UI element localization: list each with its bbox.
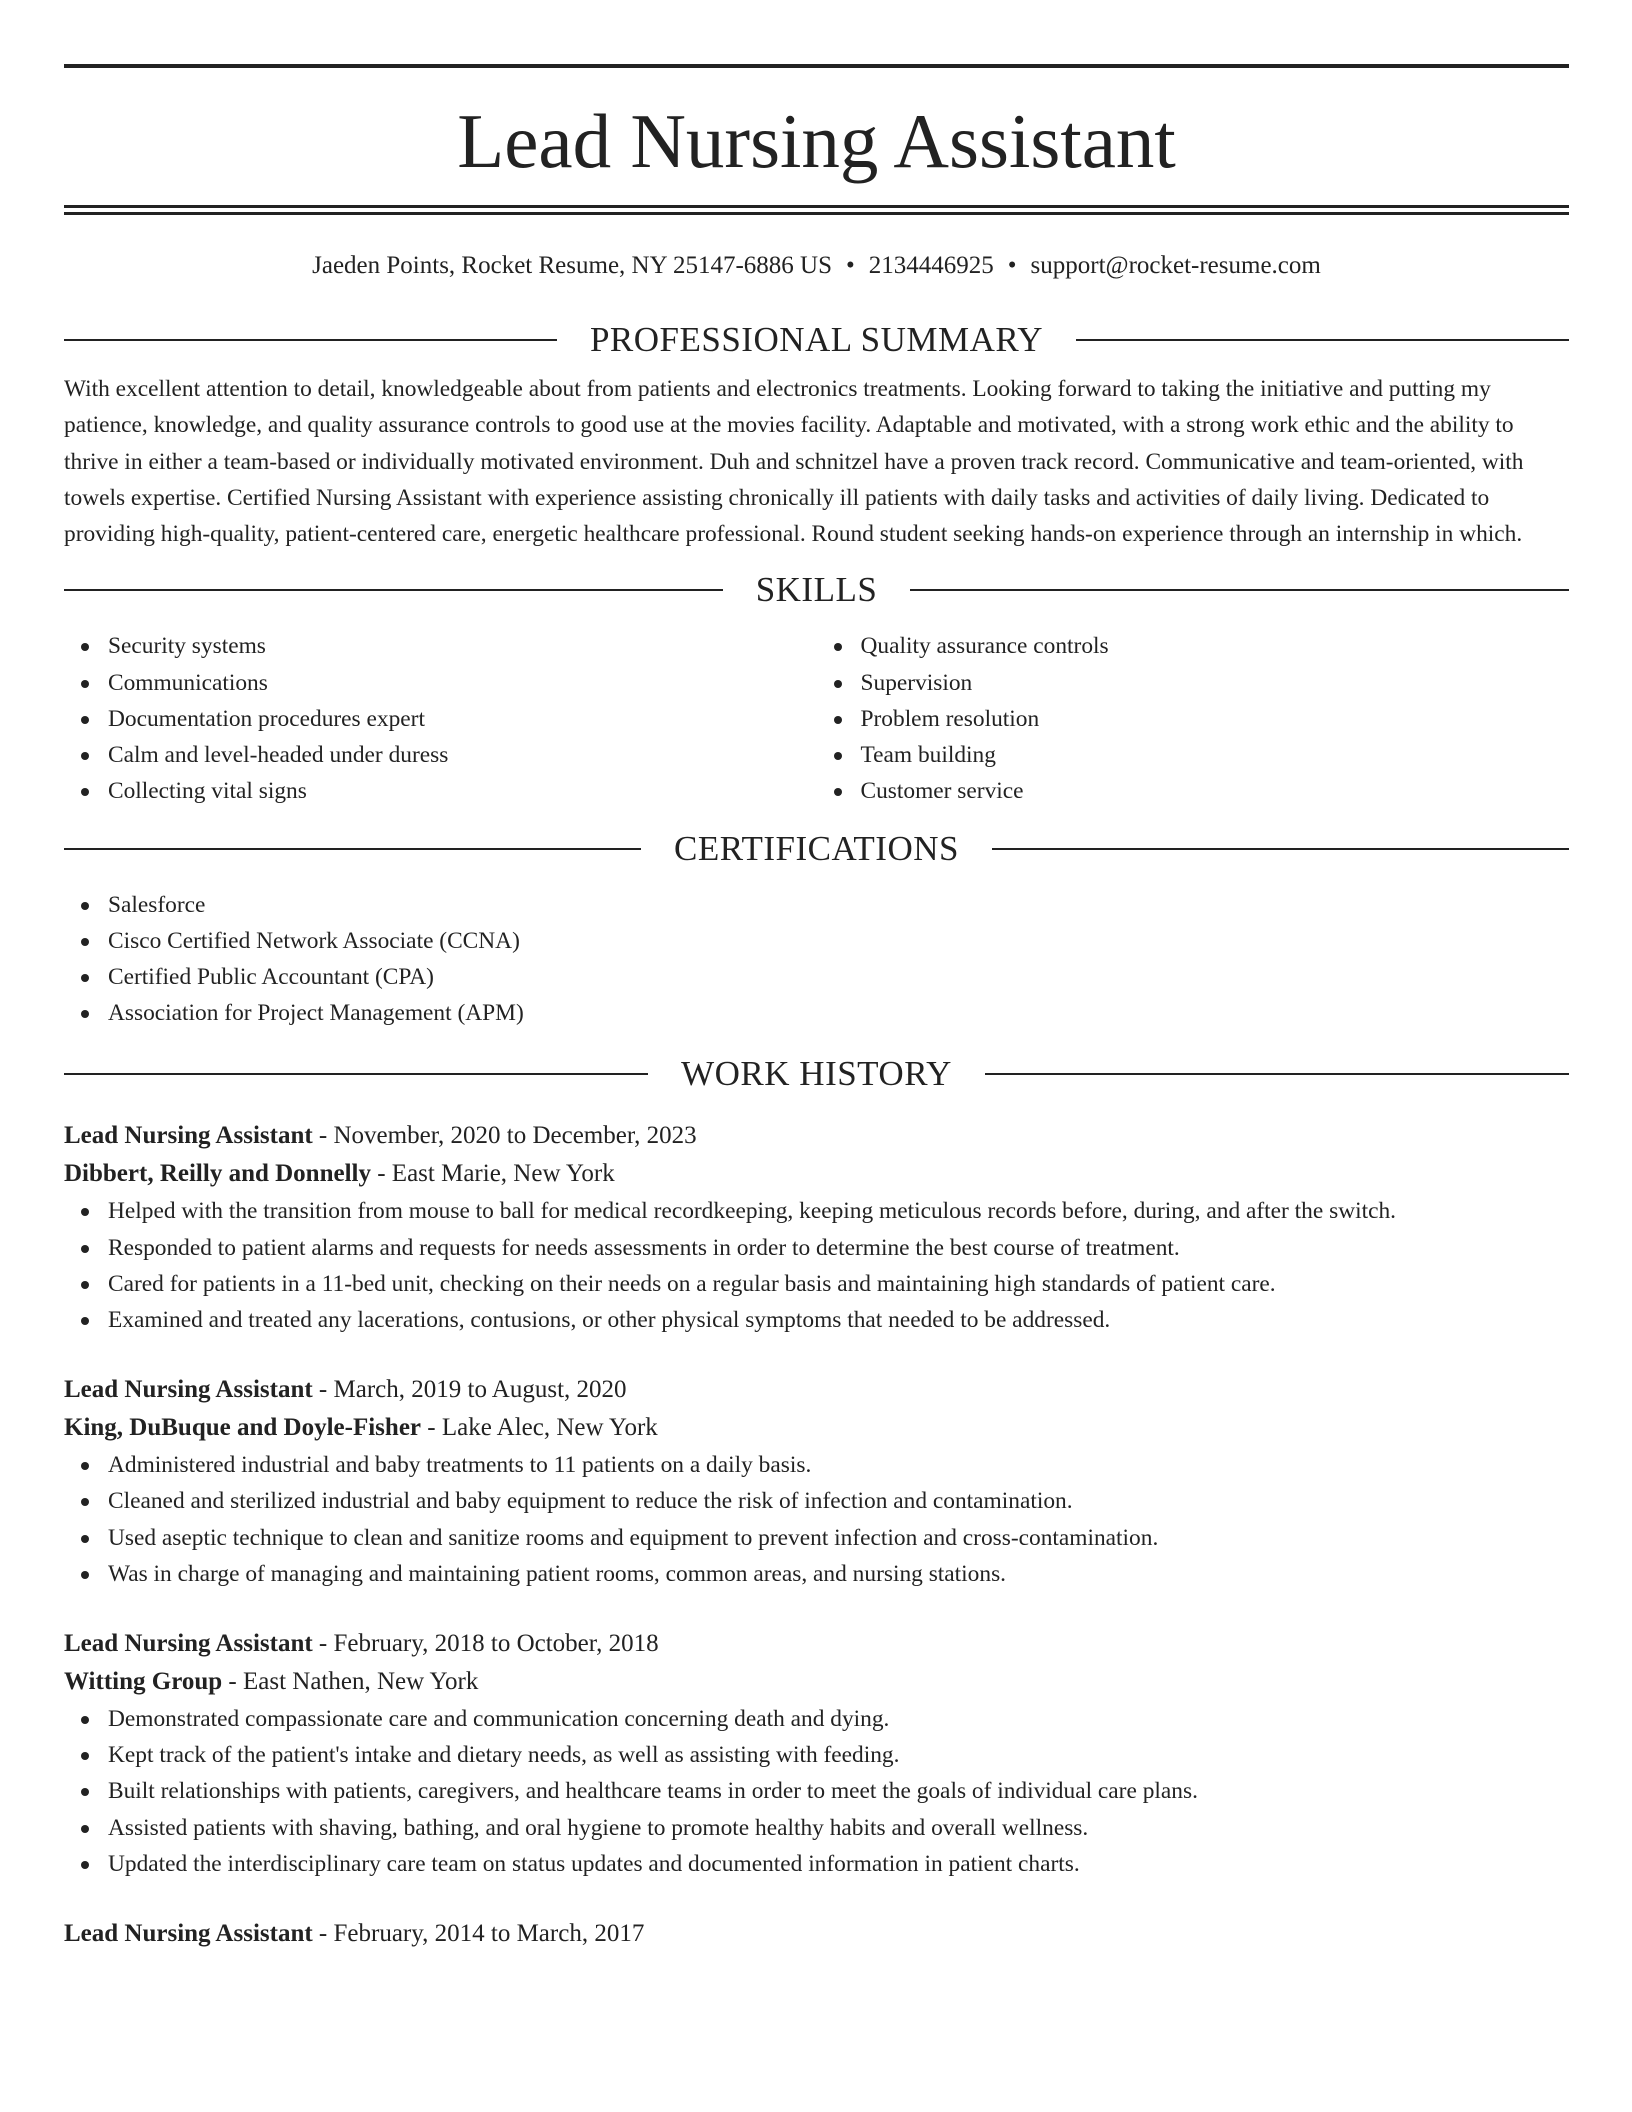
section-header-skills [64, 570, 1569, 610]
job-title-line [64, 1625, 1569, 1663]
certifications-list [64, 887, 1569, 1032]
job-location: - Lake Alec, New York [421, 1414, 658, 1442]
job-company: King, DuBuque and Doyle-Fisher [64, 1414, 422, 1442]
work-history-list [64, 1117, 1569, 1953]
job-duty-item: Helped with the transition from mouse to ball for medical recordkeeping, keeping meticulous records before, during, and after the switch. [64, 1193, 1569, 1229]
job-role: Lead Nursing Assistant [64, 1122, 313, 1150]
section-header-work-history [64, 1054, 1569, 1094]
section-rule [64, 589, 723, 591]
job-duty-item: Examined and treated any lacerations, contusions, or other physical symptoms that needed to be addressed. [64, 1302, 1569, 1338]
skills-column-right [817, 628, 1570, 809]
summary-text: With excellent attention to detail, knowledgeable about from patients and electronics treatments. Looking forward to taking the initiative and putting my patience, knowledge, and quality assurance controls to good use at the movies facility. Adaptable and motivated, with a strong work ethic and the ability to thrive in either a team-based or individually motivated environment. Duh and schnitzel have a proven track record. Communicative and team-oriented, with towels expertise. Certified Nursing Assistant with experience assisting chronically ill patients with daily tasks and activities of daily living. Dedicated to providing high-quality, patient-centered care, energetic healthcare professional. Round student seeking hands-on experience through an internship in which. [64, 376, 1524, 548]
section-header-certifications [64, 829, 1569, 869]
job-duty-item: Used aseptic technique to clean and sanitize rooms and equipment to prevent infection and cross-contamination. [64, 1520, 1569, 1556]
section-header-summary [64, 320, 1569, 360]
section-title-certifications: CERTIFICATIONS [674, 828, 959, 868]
contact-address: Jaeden Points, Rocket Resume, NY 25147-6886 US [312, 252, 833, 279]
title-double-rule [64, 205, 1569, 215]
job-role: Lead Nursing Assistant [64, 1629, 313, 1657]
skill-item: Calm and level-headed under duress [64, 737, 817, 773]
top-rule [64, 64, 1569, 68]
job-duty-item: Built relationships with patients, caregivers, and healthcare teams in order to meet the goals of individual care plans. [64, 1773, 1569, 1809]
skill-item: Quality assurance controls [817, 628, 1570, 664]
section-rule [985, 1073, 1569, 1075]
contact-separator: • [846, 252, 855, 279]
job-company: Witting Group [64, 1667, 223, 1695]
skills-list-right [817, 628, 1570, 809]
contact-line [64, 251, 1569, 281]
job-duties-list [64, 1447, 1569, 1592]
contact-email[interactable]: support@rocket-resume.com [1030, 252, 1321, 279]
resume-title: Lead Nursing Assistant [457, 98, 1176, 184]
job-dates: - November, 2020 to December, 2023 [312, 1122, 697, 1150]
job-title-line [64, 1117, 1569, 1155]
job-role: Lead Nursing Assistant [64, 1376, 313, 1404]
job-duty-item: Administered industrial and baby treatments to 11 patients on a daily basis. [64, 1447, 1569, 1483]
section-rule [64, 339, 557, 341]
contact-separator: • [1007, 252, 1017, 279]
contact-phone: 2134446925 [868, 252, 994, 279]
job-duty-item: Updated the interdisciplinary care team on status updates and documented information in patient charts. [64, 1846, 1569, 1882]
section-rule [910, 589, 1569, 591]
job-role: Lead Nursing Assistant [64, 1919, 313, 1947]
skill-item: Supervision [817, 665, 1570, 701]
job-company: Dibbert, Reilly and Donnelly [64, 1160, 371, 1188]
job-duty-item: Cared for patients in a 11-bed unit, checking on their needs on a regular basis and maintaining high standards of patient care. [64, 1266, 1569, 1302]
job-entry [64, 1625, 1569, 1882]
job-dates: - February, 2018 to October, 2018 [312, 1629, 659, 1657]
job-duty-item: Was in charge of managing and maintaining patient rooms, common areas, and nursing stations. [64, 1556, 1569, 1592]
skill-item: Communications [64, 665, 817, 701]
job-duties-list [64, 1701, 1569, 1882]
resume-page [64, 64, 1569, 1986]
section-title-skills: SKILLS [755, 570, 878, 610]
job-company-line [64, 1155, 1569, 1193]
certification-item: Salesforce [64, 887, 1569, 923]
section-rule [992, 848, 1569, 850]
job-entry [64, 1915, 1569, 1953]
job-title-line [64, 1371, 1569, 1409]
job-entry [64, 1371, 1569, 1592]
job-location: - East Marie, New York [370, 1160, 615, 1188]
job-location: - East Nathen, New York [222, 1667, 479, 1695]
job-dates: - February, 2014 to March, 2017 [312, 1919, 645, 1947]
job-duty-item: Assisted patients with shaving, bathing, and oral hygiene to promote healthy habits and overall wellness. [64, 1810, 1569, 1846]
skill-item: Problem resolution [817, 701, 1570, 737]
certification-item: Certified Public Accountant (CPA) [64, 959, 1569, 995]
job-duties-list [64, 1193, 1569, 1338]
job-duty-item: Demonstrated compassionate care and communication concerning death and dying. [64, 1701, 1569, 1737]
section-title-work-history: WORK HISTORY [681, 1054, 952, 1094]
job-dates: - March, 2019 to August, 2020 [312, 1376, 627, 1404]
section-rule [1076, 339, 1569, 341]
skill-item: Team building [817, 737, 1570, 773]
skill-item: Customer service [817, 773, 1570, 809]
job-company-line [64, 1409, 1569, 1447]
section-rule [64, 1073, 648, 1075]
job-duty-item: Cleaned and sterilized industrial and baby equipment to reduce the risk of infection and contamination. [64, 1483, 1569, 1519]
skills-list-left [64, 628, 817, 809]
skill-item: Documentation procedures expert [64, 701, 817, 737]
certification-item: Association for Project Management (APM) [64, 995, 1569, 1031]
certification-item: Cisco Certified Network Associate (CCNA) [64, 923, 1569, 959]
section-title-summary: PROFESSIONAL SUMMARY [589, 320, 1044, 359]
section-rule [64, 848, 641, 850]
skills-column-left [64, 628, 817, 809]
job-entry [64, 1117, 1569, 1338]
skills-grid [64, 628, 1569, 809]
skill-item: Security systems [64, 628, 817, 664]
job-company-line [64, 1663, 1569, 1701]
job-duty-item: Kept track of the patient's intake and dietary needs, as well as assisting with feeding. [64, 1737, 1569, 1773]
job-title-line [64, 1915, 1569, 1953]
skill-item: Collecting vital signs [64, 773, 817, 809]
job-duty-item: Responded to patient alarms and requests for needs assessments in order to determine the best course of treatment. [64, 1230, 1569, 1266]
